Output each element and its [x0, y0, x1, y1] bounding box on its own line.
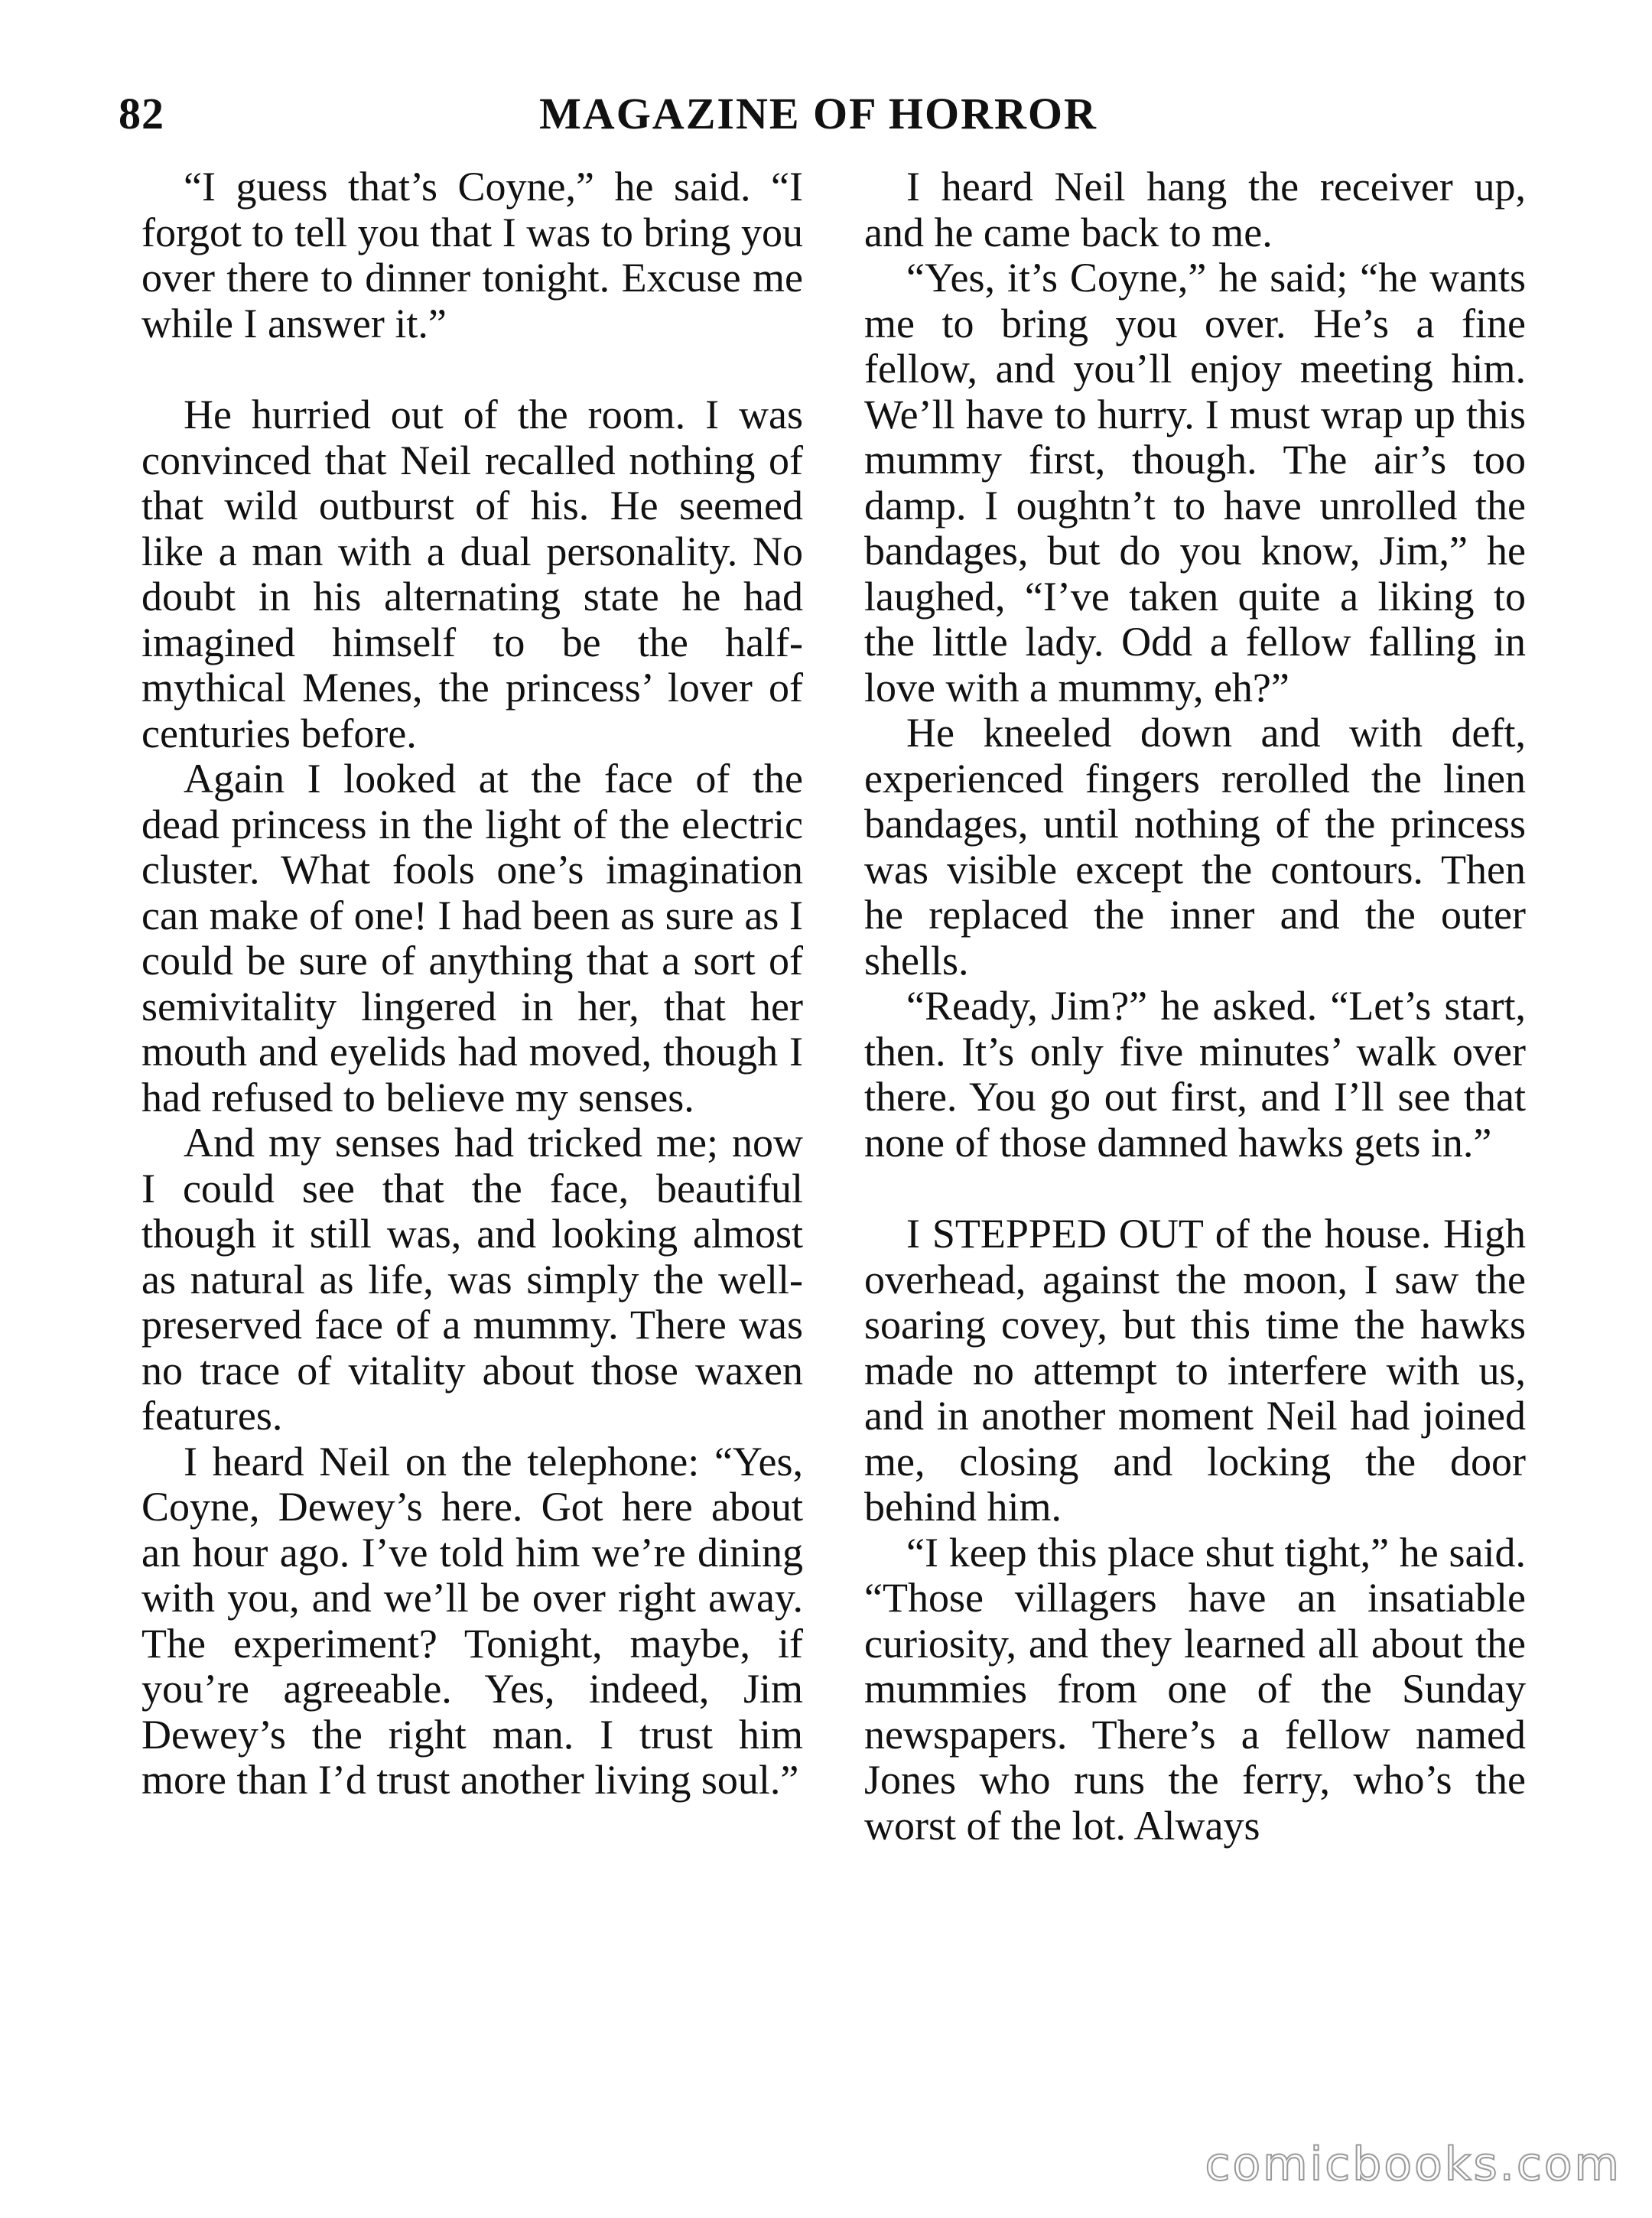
paragraph: And my senses had tricked me; now I could see that the face, beautiful though it still was, and looking almost as natural as life, was simply the well-preserved face of a mummy. There was no trace of vitality about those waxen features.	[141, 1120, 803, 1439]
running-title: MAGAZINE OF HORROR	[539, 89, 1098, 138]
paragraph: “Yes, it’s Coyne,” he said; “he wants me to bring you over. He’s a fine fellow, and you’ll enjoy meeting him. We’ll have to hurry. I must wrap up this mummy first, though. The air’s too damp. I oughtn’t to have unrolled the bandages, but do you know, Jim,” he laughed, “I’ve taken quite a liking to the little lady. Odd a fellow falling in love with a mummy, eh?”	[864, 255, 1526, 711]
left-column	[141, 164, 803, 1803]
paragraph: I heard Neil hang the receiver up, and he came back to me.	[864, 164, 1526, 255]
paragraph: Again I looked at the face of the dead princess in the light of the electric cluster. What fools one’s imagination can make of one! I had been as sure as I could be sure of anything that a sort of semivitality lingered in her, that her mouth and eyelids had moved, though I had refused to believe my senses.	[141, 756, 803, 1120]
right-column	[864, 164, 1526, 1849]
paragraph: He kneeled down and with deft, experienced fingers rerolled the linen bandages, until nothing of the princess was visible except the contours. Then he replaced the inner and the outer shells.	[864, 710, 1526, 984]
paragraph: “I guess that’s Coyne,” he said. “I forgot to tell you that I was to bring you over there to dinner tonight. Excuse me while I answer it.”	[141, 164, 803, 346]
watermark-logo: comicbooks.com	[1205, 2138, 1621, 2191]
page-number: 82	[119, 89, 164, 138]
paragraph: “I keep this place shut tight,” he said. “Those villagers have an insatiable curiosity, and they learned all about the mummies from one of the Sunday newspapers. There’s a fellow named Jones who runs the ferry, who’s the worst of the lot. Always	[864, 1529, 1526, 1849]
section-break-paragraph: I STEPPED OUT of the house. High overhead, against the moon, I saw the soaring covey, but this time the hawks made no attempt to interfere with us, and in another moment Neil had joined me, closing and locking the door behind him.	[864, 1211, 1526, 1530]
paragraph: I heard Neil on the telephone: “Yes, Coyne, Dewey’s here. Got here about an hour ago. I’ve told him we’re dining with you, and we’ll be over right away. The experiment? Tonight, maybe, if you’re agreeable. Yes, indeed, Jim Dewey’s the right man. I trust him more than I’d trust another living soul.”	[141, 1438, 803, 1803]
paragraph: He hurried out of the room. I was convinced that Neil recalled nothing of that wild outburst of his. He seemed like a man with a dual personality. No doubt in his alternating state he had imagined himself to be the half-mythical Menes, the princess’ lover of centuries before.	[141, 392, 803, 756]
paragraph: “Ready, Jim?” he asked. “Let’s start, then. It’s only five minutes’ walk over there. You go out first, and I’ll see that none of those damned hawks gets in.”	[864, 983, 1526, 1166]
page-header	[119, 88, 1518, 149]
